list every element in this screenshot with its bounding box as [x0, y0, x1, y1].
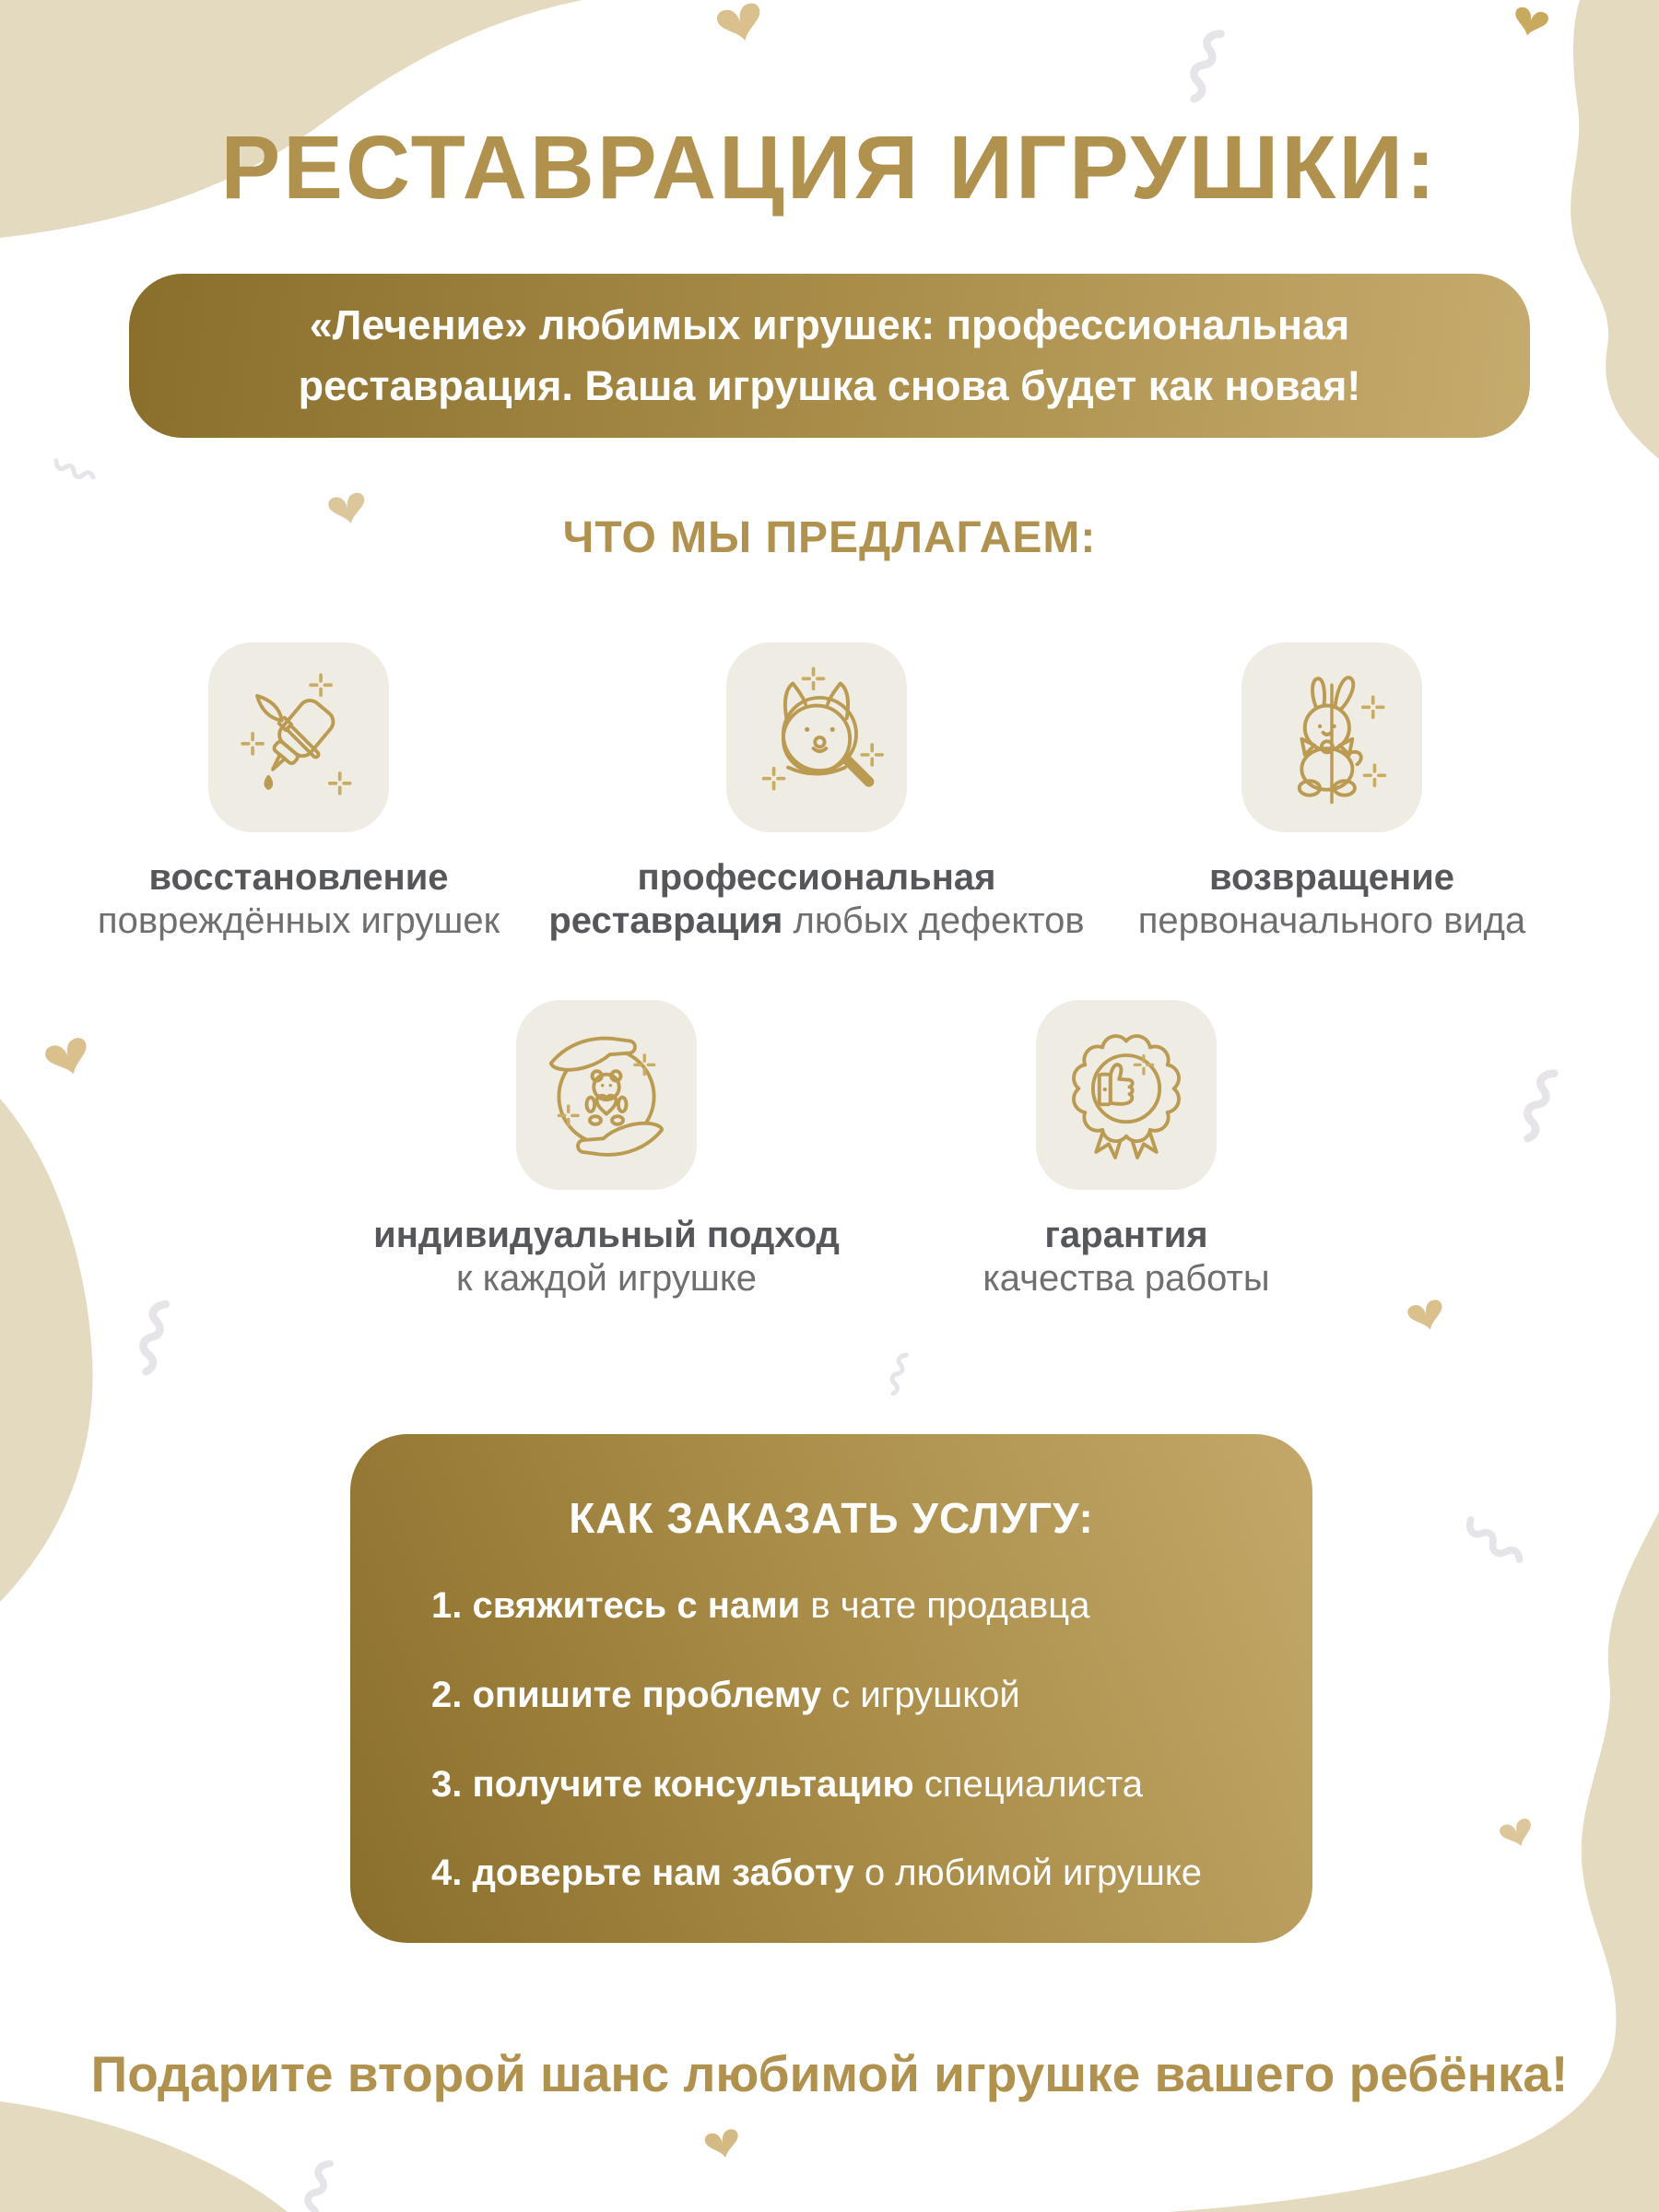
footer-slogan: Подарите второй шанс любимой игрушке вашего ребёнка!	[90, 2045, 1569, 2102]
squiggle-icon	[1464, 1520, 1522, 1566]
offer-professional-restoration	[531, 642, 1102, 943]
offer-caption: индивидуальный подход к каждой игрушке	[373, 1215, 840, 1300]
squiggle-icon	[53, 461, 94, 482]
order-step: 3. получите консультацию специалиста	[431, 1763, 1143, 1805]
heart-icon	[715, 2, 766, 46]
order-step: 2. опишите проблему с игрушкой	[431, 1674, 1020, 1715]
blob-mid-left	[0, 1099, 93, 1602]
squiggle-icon	[1186, 29, 1220, 100]
offers-heading: ЧТО МЫ ПРЕДЛАГАЕМ:	[562, 513, 1097, 562]
squiggle-icon	[888, 1353, 907, 1394]
order-step: 1. свяжитесь с нами в чате продавца	[431, 1585, 1090, 1626]
offer-caption: гарантия качества работы	[982, 1215, 1270, 1300]
icon-card	[1036, 1000, 1217, 1190]
heart-icon	[1498, 1817, 1536, 1851]
how-to-order-heading: КАК ЗАКАЗАТЬ УСЛУГУ:	[569, 1494, 1094, 1542]
heart-icon	[1406, 1299, 1447, 1335]
quality-badge-thumbs-up-icon	[1047, 1016, 1206, 1174]
intro-banner-line1: «Лечение» любимых игрушек: профессиональная	[309, 300, 1350, 348]
how-to-order-panel	[350, 1434, 1312, 1943]
page-title: РЕСТАВРАЦИЯ ИГРУШКИ:	[220, 117, 1439, 218]
intro-banner-line2: реставрация. Ваша игрушка снова будет как новая!	[298, 362, 1361, 409]
icon-card	[516, 1000, 697, 1190]
intro-banner	[129, 274, 1530, 438]
squiggle-icon	[1520, 1069, 1554, 1140]
offer-caption: восстановление повреждённых игрушек	[97, 857, 500, 942]
icon-card	[208, 642, 389, 832]
order-steps-list	[431, 1585, 1312, 1894]
hands-holding-teddy-icon	[527, 1016, 686, 1174]
offer-caption: возвращение первоначального вида	[1137, 857, 1526, 942]
offer-quality-guarantee	[841, 1000, 1412, 1300]
order-step: 4. доверьте нам заботу о любимой игрушке	[431, 1853, 1203, 1894]
offer-caption: профессиональная реставрация любых дефектов	[548, 857, 1085, 942]
bunny-before-after-icon	[1253, 658, 1411, 817]
offer-individual-approach	[321, 1000, 892, 1300]
offer-original-look	[1046, 642, 1618, 943]
squiggle-icon	[138, 1301, 166, 1372]
blob-top-right	[1571, 0, 1659, 459]
glue-and-paintbrush-icon	[219, 658, 378, 817]
icon-card	[1241, 642, 1422, 832]
heart-icon	[1511, 6, 1549, 40]
heart-icon	[704, 2128, 742, 2161]
toy-under-magnifier-icon	[737, 658, 896, 817]
blob-bottom-left	[0, 2101, 288, 2212]
icon-card	[726, 642, 907, 832]
heart-icon	[43, 1036, 94, 1081]
squiggle-icon	[302, 2160, 330, 2212]
offer-caption-bold: восстановление	[148, 857, 449, 898]
offer-restoration	[13, 642, 584, 943]
